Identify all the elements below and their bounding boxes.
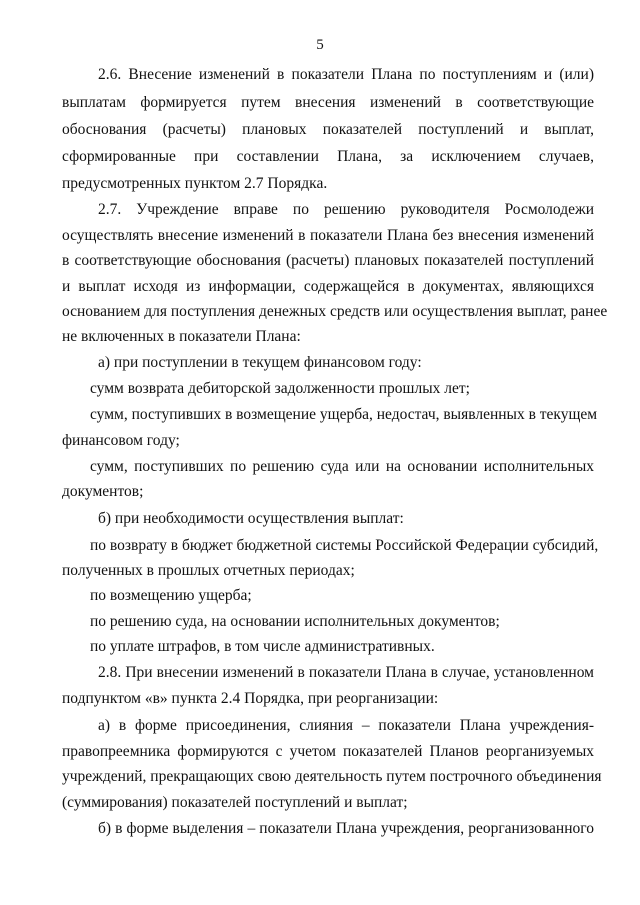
text-line: и выплат исходя из информации, содержащейся в документах, являющихся xyxy=(62,278,594,295)
text-line: осуществлять внесение изменений в показатели Плана без внесения изменений xyxy=(62,227,594,244)
text-line: финансовом году; xyxy=(62,432,180,449)
text-line: по уплате штрафов, в том числе административных. xyxy=(90,638,435,655)
text-line: б) при необходимости осуществления выплат: xyxy=(98,510,404,527)
text-line: сформированные при составлении Плана, за исключением случаев, xyxy=(62,148,594,165)
text-line: (суммирования) показателей поступлений и выплат; xyxy=(62,794,408,811)
text-line: правопреемника формируются с учетом показателей Планов реорганизуемых xyxy=(62,743,594,760)
page-number: 5 xyxy=(316,37,324,53)
text-line: сумм, поступивших по решению суда или на основании исполнительных xyxy=(90,458,594,475)
text-line: в соответствующие обоснования (расчеты) плановых показателей поступлений xyxy=(62,252,594,269)
text-line: а) в форме присоединения, слияния – показатели Плана учреждения- xyxy=(98,717,594,734)
text-line: учреждений, прекращающих свою деятельность путем построчного объединения xyxy=(62,768,602,785)
text-line: сумм, поступивших в возмещение ущерба, недостач, выявленных в текущем xyxy=(90,406,598,423)
text-line: основанием для поступления денежных средств или осуществления выплат, ранее xyxy=(62,303,608,320)
text-line: обоснования (расчеты) плановых показателей поступлений и выплат, xyxy=(62,121,594,138)
text-line: 2.7. Учреждение вправе по решению руководителя Росмолодежи xyxy=(98,201,594,218)
text-line: выплатам формируется путем внесения изменений в соответствующие xyxy=(62,94,594,111)
text-line: по возврату в бюджет бюджетной системы Российской Федерации субсидий, xyxy=(90,537,599,554)
text-line: по возмещению ущерба; xyxy=(90,587,252,604)
text-line: а) при поступлении в текущем финансовом году: xyxy=(98,354,422,371)
text-line: не включенных в показатели Плана: xyxy=(62,328,301,345)
text-line: 2.6. Внесение изменений в показатели Плана по поступлениям и (или) xyxy=(98,66,594,83)
text-line: полученных в прошлых отчетных периодах; xyxy=(62,562,355,579)
text-line: по решению суда, на основании исполнительных документов; xyxy=(90,613,500,630)
text-line: документов; xyxy=(62,483,144,500)
text-line: 2.8. При внесении изменений в показатели Плана в случае, установленном xyxy=(98,664,594,681)
text-line: б) в форме выделения – показатели Плана учреждения, реорганизованного xyxy=(98,820,594,837)
text-line: предусмотренных пунктом 2.7 Порядка. xyxy=(62,175,328,192)
text-line: сумм возврата дебиторской задолженности прошлых лет; xyxy=(90,380,470,397)
text-line: подпунктом «в» пункта 2.4 Порядка, при реорганизации: xyxy=(62,690,439,707)
